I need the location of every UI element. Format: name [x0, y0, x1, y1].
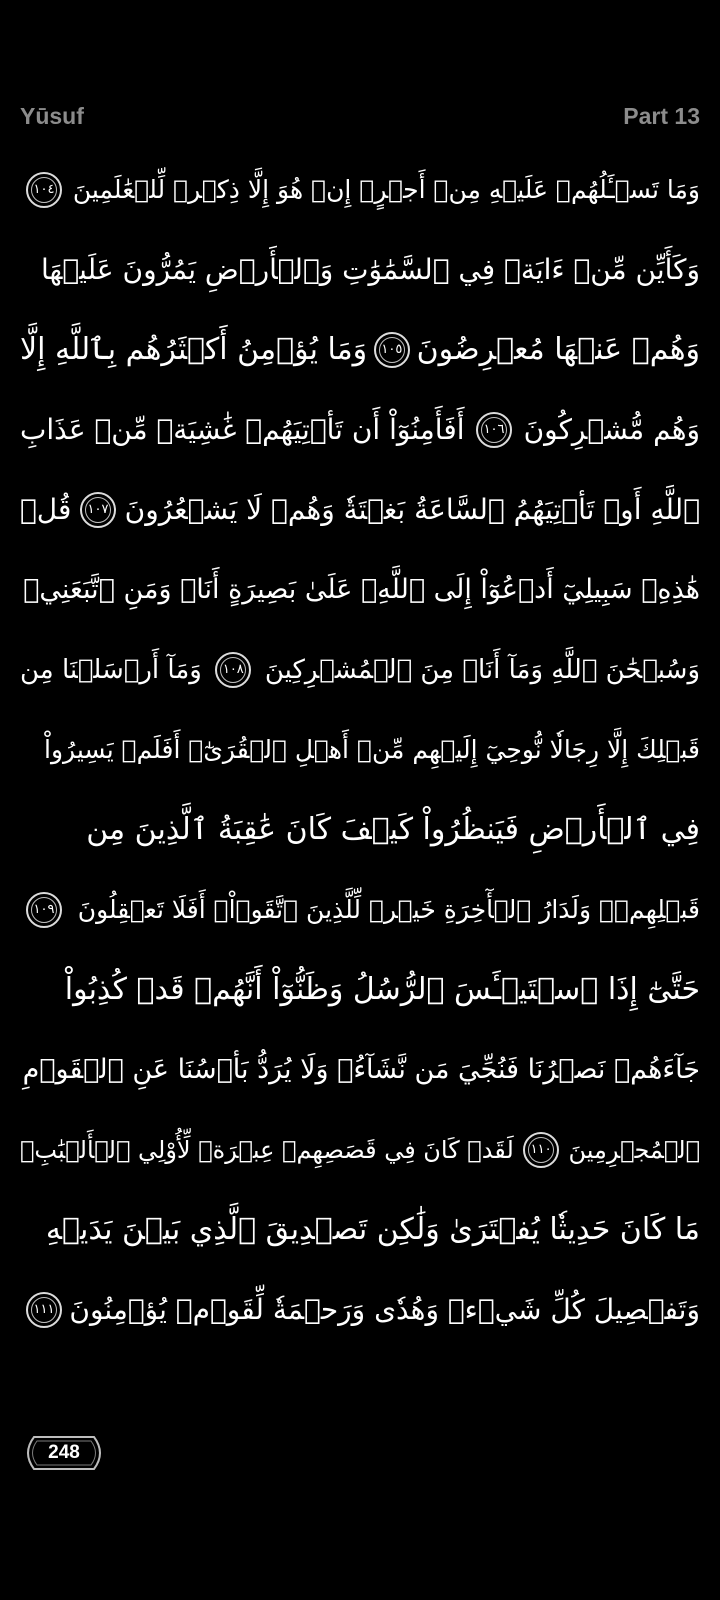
ayah-end-marker-icon[interactable]: ١٠٥ — [374, 332, 410, 368]
verse-text[interactable]: وَمَا يُؤۡمِنُ أَكۡثَرُهُم بِٱللَّهِ إِلَّا — [20, 332, 368, 367]
verse-text[interactable]: مَا كَانَ حَدِيثٗا يُفۡتَرَىٰ وَلَٰكِن تَصۡدِيقَ ٱلَّذِي بَيۡنَ يَدَيۡهِ — [45, 1212, 700, 1247]
ayah-end-marker-icon[interactable]: ١١٠ — [523, 1132, 559, 1168]
verse-text[interactable]: وَكَأَيِّن مِّنۡ ءَايَةٖ فِي ٱلسَّمَٰوَٰتِ وَٱلۡأَرۡضِ يَمُرُّونَ عَلَيۡهَا — [40, 253, 700, 286]
verse-line[interactable] — [20, 870, 700, 950]
ayah-end-marker-icon[interactable]: ١٠٧ — [80, 492, 116, 528]
verse-text[interactable]: ٱللَّهِ أَوۡ تَأۡتِيَهُمُ ٱلسَّاعَةُ بَغۡتَةٗ وَهُمۡ لَا يَشۡعُرُونَ — [124, 493, 700, 526]
verse-text[interactable]: وَمَا تَسۡـَٔلُهُمۡ عَلَيۡهِ مِنۡ أَجۡرٍۚ إِنۡ هُوَ إِلَّا ذِكۡرٞ لِّلۡعَٰلَمِينَ — [72, 175, 700, 204]
verse-text[interactable]: جَآءَهُمۡ نَصۡرُنَا فَنُجِّيَ مَن نَّشَآءُۖ وَلَا يُرَدُّ بَأۡسُنَا عَنِ ٱلۡقَوۡمِ — [22, 1054, 700, 1085]
juz-part-label[interactable]: Part 13 — [623, 102, 700, 129]
verse-text[interactable]: حَتَّىٰٓ إِذَا ٱسۡتَيۡـَٔسَ ٱلرُّسُلُ وَظَنُّوٓاْ أَنَّهُمۡ قَدۡ كُذِبُواْ — [64, 972, 700, 1007]
verse-line[interactable] — [20, 790, 700, 870]
verse-line[interactable] — [20, 310, 700, 390]
verse-text[interactable]: قُلۡ — [20, 493, 72, 526]
quran-page-text — [20, 150, 700, 1350]
verse-text[interactable]: وَسُبۡحَٰنَ ٱللَّهِ وَمَآ أَنَا۠ مِنَ ٱلۡمُشۡرِكِينَ — [264, 655, 700, 685]
verse-text[interactable]: فِي ٱلۡأَرۡضِ فَيَنظُرُواْ كَيۡفَ كَانَ عَٰقِبَةُ ٱلَّذِينَ مِن — [86, 812, 700, 847]
verse-line[interactable] — [20, 390, 700, 470]
page-header — [20, 98, 700, 134]
verse-line[interactable] — [20, 1190, 700, 1270]
page-number: 248 — [48, 1442, 80, 1463]
verse-text[interactable]: قَبۡلِهِمۡۗ وَلَدَارُ ٱلۡأٓخِرَةِ خَيۡرٞ لِّلَّذِينَ ٱتَّقَوۡاْۚ أَفَلَا تَعۡقِلُونَ — [77, 895, 700, 924]
verse-text[interactable]: هَٰذِهِۦ سَبِيلِيٓ أَدۡعُوٓاْ إِلَى ٱللَّهِۚ عَلَىٰ بَصِيرَةٍ أَنَا۠ وَمَنِ ٱتَّبَعَنِيۖ — [23, 574, 700, 605]
verse-line[interactable] — [20, 630, 700, 710]
verse-text[interactable]: وَهُم مُّشۡرِكُونَ — [523, 413, 700, 446]
verse-text[interactable]: وَتَفۡصِيلَ كُلِّ شَيۡءٖ وَهُدٗى وَرَحۡمَةٗ لِّقَوۡمٖ يُؤۡمِنُونَ — [69, 1293, 700, 1326]
verse-text[interactable]: ٱلۡمُجۡرِمِينَ — [568, 1136, 700, 1164]
page-number-badge — [20, 1434, 108, 1472]
verse-line[interactable] — [20, 550, 700, 630]
verse-line[interactable] — [20, 470, 700, 550]
verse-text[interactable]: لَقَدۡ كَانَ فِي قَصَصِهِمۡ عِبۡرَةٞ لِّأُوْلِي ٱلۡأَلۡبَٰبِۗ — [20, 1136, 514, 1164]
verse-line[interactable] — [20, 150, 700, 230]
verse-line[interactable] — [20, 1030, 700, 1110]
verse-text[interactable]: أَفَأَمِنُوٓاْ أَن تَأۡتِيَهُمۡ غَٰشِيَةٞ مِّنۡ عَذَابِ — [20, 413, 465, 446]
ayah-end-marker-icon[interactable]: ١٠٤ — [26, 172, 62, 208]
verse-text[interactable]: وَمَآ أَرۡسَلۡنَا مِن — [20, 655, 202, 685]
ayah-end-marker-icon[interactable]: ١١١ — [26, 1292, 62, 1328]
surah-name[interactable]: Yūsuf — [20, 102, 84, 129]
verse-line[interactable] — [20, 230, 700, 310]
ayah-end-marker-icon[interactable]: ١٠٦ — [476, 412, 512, 448]
verse-line[interactable] — [20, 710, 700, 790]
verse-line[interactable] — [20, 1270, 700, 1350]
verse-text[interactable]: وَهُمۡ عَنۡهَا مُعۡرِضُونَ — [416, 332, 700, 367]
verse-text[interactable]: قَبۡلِكَ إِلَّا رِجَالٗا نُّوحِيٓ إِلَيۡهِم مِّنۡ أَهۡلِ ٱلۡقُرَىٰٓۗ أَفَلَمۡ يَسِيرُواْ — [44, 735, 700, 764]
ayah-end-marker-icon[interactable]: ١٠٩ — [26, 892, 62, 928]
ayah-end-marker-icon[interactable]: ١٠٨ — [215, 652, 251, 688]
verse-line[interactable] — [20, 1110, 700, 1190]
verse-line[interactable] — [20, 950, 700, 1030]
